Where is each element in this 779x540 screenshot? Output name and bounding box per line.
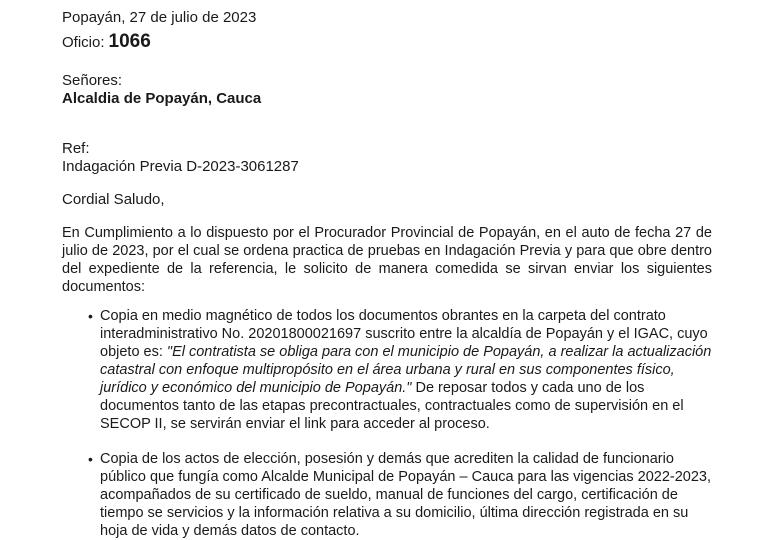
recipient-entity: Alcaldia de Popayán, Cauca bbox=[62, 90, 262, 107]
oficio-label: Oficio: bbox=[62, 34, 105, 51]
oficio-number: 1066 bbox=[108, 31, 151, 52]
bullet1-text-pre: Copia en medio magnético de todos los documentos obrantes en la carpeta del contrato interadministrativo No. 20201800021697 suscrito entre la alcaldía de Popayán y el IGAC, cuyo objeto es: bbox=[100, 308, 708, 360]
letter-date: Popayán, 27 de julio de 2023 bbox=[62, 9, 257, 26]
bullet2-text: Copia de los actos de elección, posesión y demás que acrediten la calidad de funcionario público que fungía como Alcalde Municipal de Popayán – Cauca para las vigencias 2022-2023, acompañados de su certificado de sueldo, manual de funciones del cargo, certificación de tiempo se servicios y la información relativa a su domicilio, última dirección registrada en su hoja de vida y demás datos de contacto. bbox=[100, 451, 712, 539]
list-item bbox=[88, 307, 712, 433]
reference-label: Ref: bbox=[62, 140, 90, 157]
list-item bbox=[88, 450, 712, 540]
recipient-salutation: Señores: bbox=[62, 72, 123, 89]
bullet1-text-post: De reposar todos y cada uno de los documentos tanto de las etapas precontractuales, contractuales como de supervisión en el SECOP II, se servirán enviar el link para acceder al proceso. bbox=[100, 380, 684, 432]
reference-value: Indagación Previa D-2023-3061287 bbox=[62, 158, 299, 175]
oficio-line bbox=[62, 33, 151, 52]
bullet1-quote: "El contratista se obliga para con el municipio de Popayán, a realizar la actualización catastral con enfoque multipropósito en el área urbana y rural en sus componentes físico, jurídico y económico del municipio de Popayán." bbox=[100, 344, 712, 396]
intro-paragraph: En Cumplimiento a lo dispuesto por el Procurador Provincial de Popayán, en el auto de fecha 27 de julio de 2023, por el cual se ordena practica de pruebas en Indagación Previa y para que obre dentro del expediente de la referencia, le solicito de manera comedida se sirvan enviar los siguientes documentos: bbox=[62, 225, 712, 295]
greeting: Cordial Saludo, bbox=[62, 191, 165, 208]
bullet-icon: • bbox=[88, 308, 93, 324]
bullet-icon: • bbox=[88, 451, 93, 467]
